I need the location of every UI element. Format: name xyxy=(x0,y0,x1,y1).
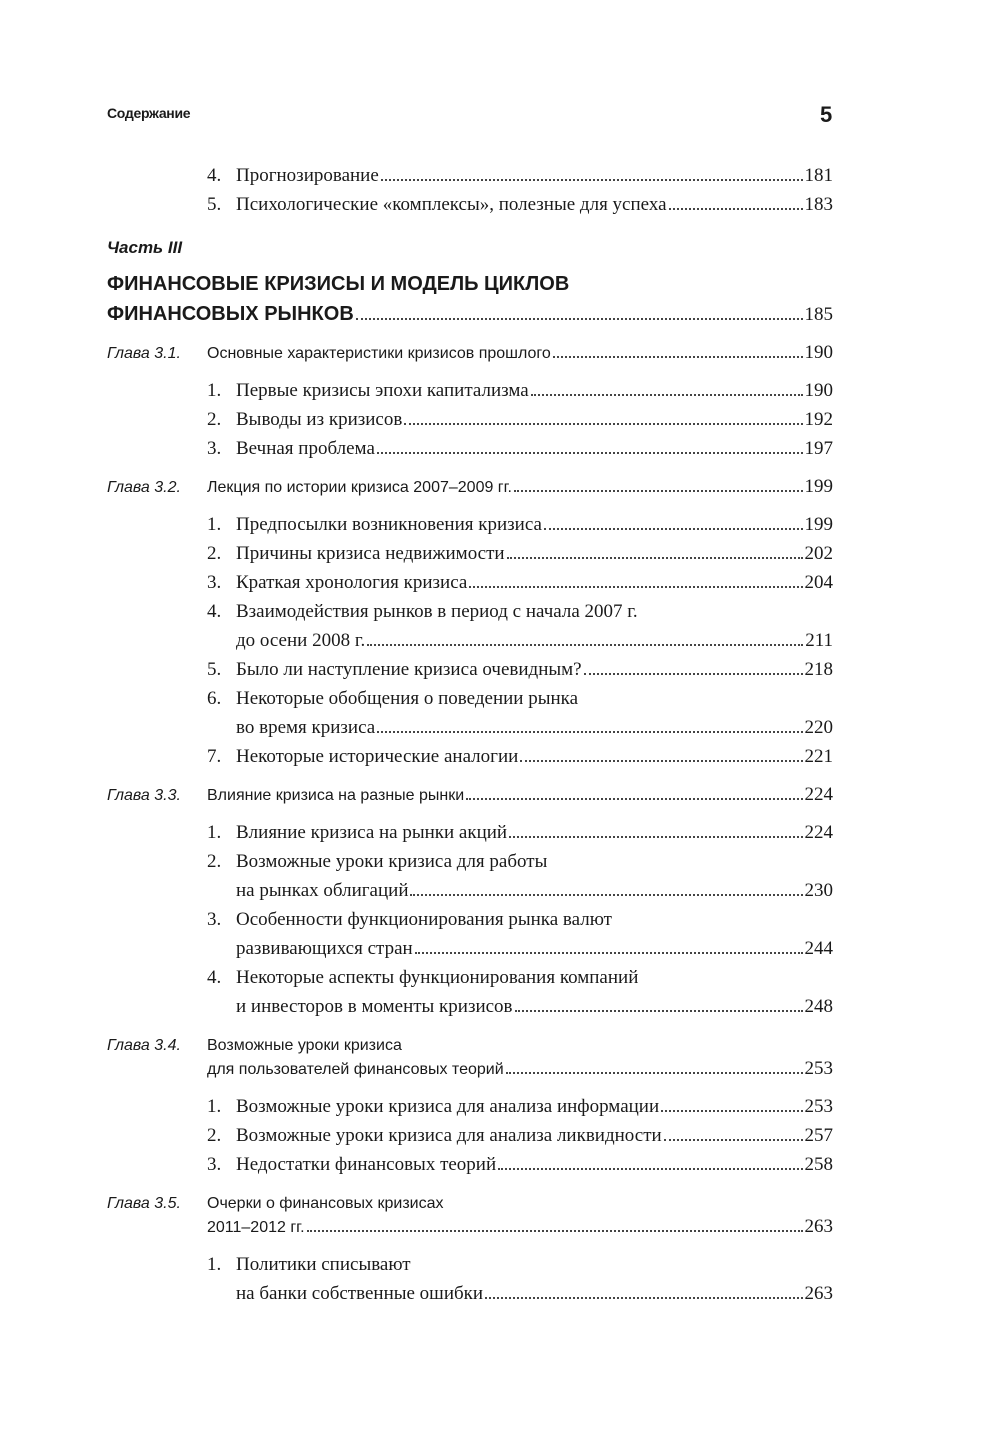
item-number: 3. xyxy=(207,1154,222,1175)
entry-line: Было ли наступление кризиса очевидным? xyxy=(236,659,582,680)
entry-last-line xyxy=(207,342,833,366)
toc-item[interactable] xyxy=(107,161,833,190)
entry-last-line xyxy=(236,405,833,434)
entry-line: Возможные уроки кризиса для анализа ликвидности xyxy=(236,1125,662,1146)
item-number: 7. xyxy=(207,746,222,767)
item-text xyxy=(207,405,833,434)
toc-item[interactable] xyxy=(107,684,833,742)
entry-line: Влияние кризиса на разные рынки xyxy=(207,787,465,804)
entry-last-line xyxy=(207,784,833,808)
dot-leader xyxy=(506,1072,803,1074)
dot-leader xyxy=(410,894,802,896)
item-text xyxy=(207,539,833,568)
entry-last-line xyxy=(236,539,833,568)
dot-leader xyxy=(377,731,802,733)
item-number: 2. xyxy=(207,851,222,872)
entry-last-line xyxy=(236,876,833,905)
page-ref: 224 xyxy=(804,822,833,843)
chapter-title xyxy=(207,342,833,366)
dot-leader xyxy=(498,1168,802,1170)
item-text xyxy=(207,190,833,219)
page-ref: 263 xyxy=(804,1216,833,1237)
page-ref: 230 xyxy=(804,880,833,901)
entry-line: Первые кризисы эпохи капитализма xyxy=(236,380,529,401)
dot-leader xyxy=(509,836,802,838)
page-ref: 190 xyxy=(804,380,833,401)
page-ref: 185 xyxy=(804,304,833,325)
chapter-label: Глава 3.4. xyxy=(107,1037,181,1054)
page-ref: 199 xyxy=(804,514,833,535)
part-title-line: ФИНАНСОВЫЕ КРИЗИСЫ И МОДЕЛЬ ЦИКЛОВ xyxy=(107,273,570,295)
chapter-label: Глава 3.5. xyxy=(107,1195,181,1212)
entry-last-line xyxy=(236,934,833,963)
item-text xyxy=(207,818,833,847)
entry-last-line xyxy=(236,626,833,655)
toc-item[interactable] xyxy=(107,963,833,1021)
toc-item[interactable] xyxy=(107,376,833,405)
item-number: 2. xyxy=(207,543,222,564)
item-text xyxy=(207,597,833,655)
page-ref: 190 xyxy=(804,342,833,363)
toc-chapter[interactable] xyxy=(107,1034,833,1082)
toc-item[interactable] xyxy=(107,905,833,963)
entry-line: на рынках облигаций xyxy=(236,880,409,901)
entry-line: Очерки о финансовых кризисах xyxy=(207,1195,444,1212)
item-text xyxy=(207,161,833,190)
entry-last-line xyxy=(236,190,833,219)
page-number: 5 xyxy=(820,102,833,127)
item-number: 1. xyxy=(207,1254,222,1275)
entry-last-line xyxy=(207,1216,833,1240)
dot-leader xyxy=(584,673,803,675)
dot-leader xyxy=(367,644,803,646)
entry-line: на банки собственные ошибки xyxy=(236,1283,484,1304)
entry-line: Политики списывают xyxy=(236,1254,411,1275)
entry-last-line xyxy=(236,568,833,597)
chapter-items xyxy=(107,818,833,1021)
item-text xyxy=(207,742,833,771)
item-text xyxy=(207,568,833,597)
entry-line: Возможные уроки кризиса для анализа информации xyxy=(236,1096,660,1117)
table-of-contents xyxy=(107,161,833,1308)
item-number: 1. xyxy=(207,1096,222,1117)
page-ref: 253 xyxy=(804,1058,833,1079)
toc-item[interactable] xyxy=(107,655,833,684)
page-ref: 248 xyxy=(804,996,833,1017)
entry-last-line xyxy=(236,1092,833,1121)
page-ref: 253 xyxy=(804,1096,833,1117)
chapter-items xyxy=(107,510,833,771)
entry-last-line xyxy=(236,1121,833,1150)
toc-item[interactable] xyxy=(107,1092,833,1121)
item-text xyxy=(207,1121,833,1150)
entry-line: 2011–2012 гг. xyxy=(207,1219,305,1236)
page-ref: 181 xyxy=(804,165,833,186)
dot-leader xyxy=(381,179,803,181)
entry-line: Взаимодействия рынков в период с начала 2007 г. xyxy=(236,601,638,622)
page-ref: 218 xyxy=(804,659,833,680)
entry-last-line xyxy=(236,742,833,771)
page-ref: 202 xyxy=(804,543,833,564)
page-ref: 220 xyxy=(804,717,833,738)
dot-leader xyxy=(507,557,803,559)
entry-last-line xyxy=(236,1279,833,1308)
dot-leader xyxy=(485,1297,802,1299)
chapter-title xyxy=(207,1034,833,1082)
chapter-label: Глава 3.1. xyxy=(107,345,181,362)
entry-last-line xyxy=(236,510,833,539)
running-header: Содержание xyxy=(107,105,191,121)
toc-item[interactable] xyxy=(107,1250,833,1308)
dot-leader xyxy=(520,760,802,762)
page-ref: 204 xyxy=(804,572,833,593)
page-ref: 258 xyxy=(804,1154,833,1175)
entry-last-line xyxy=(236,818,833,847)
page-ref: 211 xyxy=(805,630,833,651)
part-title-line: ФИНАНСОВЫХ РЫНКОВ xyxy=(107,303,354,325)
entry-line: Некоторые исторические аналогии xyxy=(236,746,519,767)
toc-chapter[interactable] xyxy=(107,476,833,500)
dot-leader xyxy=(466,798,802,800)
entry-line: во время кризиса xyxy=(236,717,376,738)
entry-line: Выводы из кризисов xyxy=(236,409,403,430)
item-number: 1. xyxy=(207,380,222,401)
chapter-items xyxy=(107,376,833,463)
dot-leader xyxy=(544,528,803,530)
entry-line: Основные характеристики кризисов прошлого xyxy=(207,345,551,362)
toc-item[interactable] xyxy=(107,597,833,655)
page-ref: 257 xyxy=(804,1125,833,1146)
item-text xyxy=(207,434,833,463)
dot-leader xyxy=(356,318,803,320)
entry-line: Вечная проблема xyxy=(236,438,375,459)
entry-line: Краткая хронология кризиса xyxy=(236,572,468,593)
chapter-title xyxy=(207,784,833,808)
entry-line: Прогнозирование xyxy=(236,165,379,186)
toc-chapter[interactable] xyxy=(107,784,833,808)
dot-leader xyxy=(514,490,803,492)
entry-line: развивающихся стран xyxy=(236,938,413,959)
page-ref: 244 xyxy=(804,938,833,959)
item-text xyxy=(207,963,833,1021)
toc-item[interactable] xyxy=(107,539,833,568)
item-number: 5. xyxy=(207,659,222,680)
item-number: 4. xyxy=(207,165,222,186)
toc-item[interactable] xyxy=(107,1150,833,1179)
item-text xyxy=(207,684,833,742)
item-number: 5. xyxy=(207,194,222,215)
item-number: 2. xyxy=(207,1125,222,1146)
entry-line: Некоторые обобщения о поведении рынка xyxy=(236,688,579,709)
entry-line: Психологические «комплексы», полезные для успеха xyxy=(236,194,667,215)
item-text xyxy=(207,1250,833,1308)
dot-leader xyxy=(515,1010,803,1012)
item-text xyxy=(207,1092,833,1121)
dot-leader xyxy=(661,1110,802,1112)
entry-line: Некоторые аспекты функционирования компаний xyxy=(236,967,639,988)
entry-line: Причины кризиса недвижимости xyxy=(236,543,505,564)
item-text xyxy=(207,847,833,905)
dot-leader xyxy=(469,586,802,588)
entry-line: Возможные уроки кризиса xyxy=(207,1037,402,1054)
page-ref: 221 xyxy=(804,746,833,767)
page-ref: 199 xyxy=(804,476,833,497)
item-text xyxy=(207,376,833,405)
toc-item[interactable] xyxy=(107,568,833,597)
entry-line: Влияние кризиса на рынки акций xyxy=(236,822,508,843)
entry-line: Особенности функционирования рынка валют xyxy=(236,909,612,930)
toc-item[interactable] xyxy=(107,1121,833,1150)
toc-chapter[interactable] xyxy=(107,1192,833,1240)
page-ref: 197 xyxy=(804,438,833,459)
item-text xyxy=(207,655,833,684)
item-number: 3. xyxy=(207,572,222,593)
toc-item[interactable] xyxy=(107,190,833,219)
item-number: 4. xyxy=(207,601,222,622)
item-number: 3. xyxy=(207,438,222,459)
item-text xyxy=(207,905,833,963)
entry-line: Недостатки финансовых теорий xyxy=(236,1154,497,1175)
entry-line: Лекция по истории кризиса 2007–2009 гг. xyxy=(207,479,512,496)
dot-leader xyxy=(669,208,803,210)
toc-chapter[interactable] xyxy=(107,342,833,366)
toc-item[interactable] xyxy=(107,405,833,434)
item-number: 3. xyxy=(207,909,222,930)
dot-leader xyxy=(415,952,803,954)
entry-last-line xyxy=(236,161,833,190)
entry-last-line xyxy=(236,434,833,463)
item-text xyxy=(207,510,833,539)
entry-line: Предпосылки возникновения кризиса xyxy=(236,514,542,535)
entry-last-line xyxy=(236,655,833,684)
entry-last-line xyxy=(207,476,833,500)
item-number: 1. xyxy=(207,822,222,843)
dot-leader xyxy=(553,356,803,358)
toc-item[interactable] xyxy=(107,847,833,905)
item-text xyxy=(207,1150,833,1179)
chapter-title xyxy=(207,1192,833,1240)
item-number: 2. xyxy=(207,409,222,430)
dot-leader xyxy=(531,394,803,396)
entry-last-line xyxy=(207,1058,833,1082)
entry-line: до осени 2008 г. xyxy=(236,630,366,651)
top-items xyxy=(107,161,833,219)
chapter-items xyxy=(107,1250,833,1308)
entry-last-line xyxy=(236,992,833,1021)
toc-item[interactable] xyxy=(107,742,833,771)
chapter-label: Глава 3.3. xyxy=(107,787,181,804)
item-number: 6. xyxy=(207,688,222,709)
page-ref: 224 xyxy=(804,784,833,805)
part-title[interactable] xyxy=(107,269,833,329)
dot-leader xyxy=(404,423,802,425)
toc-item[interactable] xyxy=(107,434,833,463)
entry-last-line xyxy=(236,713,833,742)
page-ref: 183 xyxy=(804,194,833,215)
chapter-label: Глава 3.2. xyxy=(107,479,181,496)
part-label: Часть III xyxy=(107,238,183,257)
item-number: 1. xyxy=(207,514,222,535)
chapter-title xyxy=(207,476,833,500)
entry-last-line xyxy=(236,1150,833,1179)
item-number: 4. xyxy=(207,967,222,988)
dot-leader xyxy=(307,1230,803,1232)
dot-leader xyxy=(377,452,803,454)
entry-last-line xyxy=(236,376,833,405)
page-ref: 192 xyxy=(804,409,833,430)
entry-line: и инвесторов в моменты кризисов xyxy=(236,996,513,1017)
toc-item[interactable] xyxy=(107,818,833,847)
dot-leader xyxy=(664,1139,803,1141)
chapter-items xyxy=(107,1092,833,1179)
toc-item[interactable] xyxy=(107,510,833,539)
entry-line: Возможные уроки кризиса для работы xyxy=(236,851,548,872)
page-ref: 263 xyxy=(804,1283,833,1304)
entry-line: для пользователей финансовых теорий xyxy=(207,1061,504,1078)
